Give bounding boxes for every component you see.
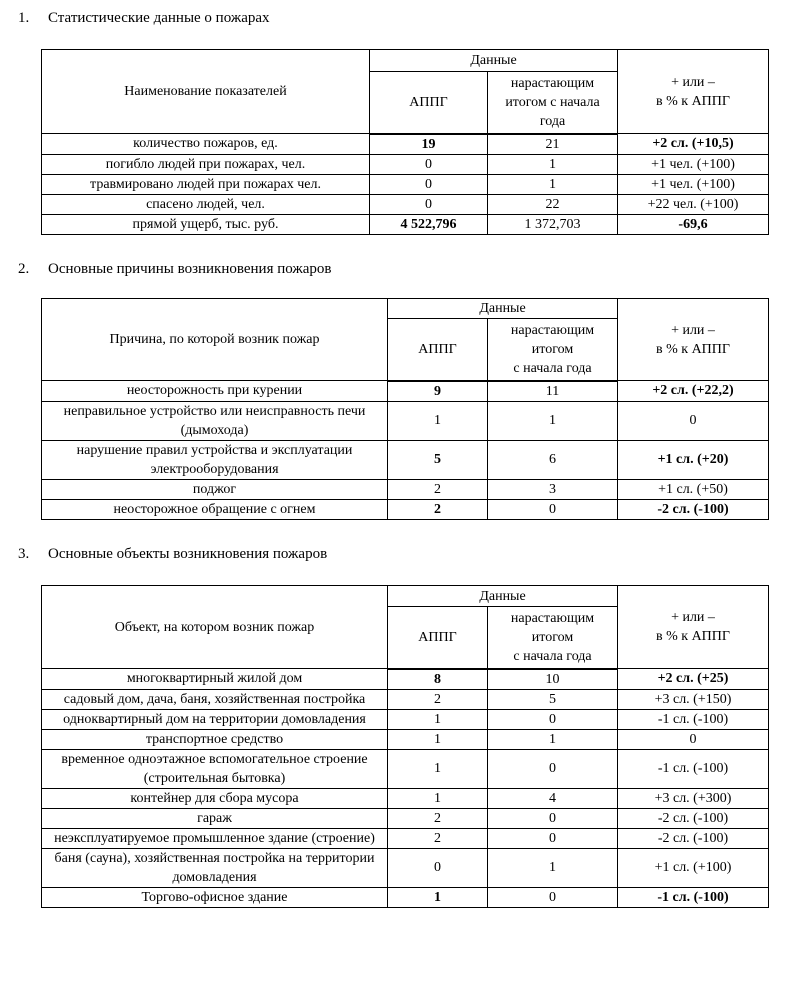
table-row	[42, 709, 769, 729]
row-change-cell: -2 сл. (-100)	[618, 828, 769, 848]
table-row	[42, 729, 769, 749]
row-appg-cell: 1	[388, 729, 488, 749]
row-cumulative-cell: 0	[488, 749, 618, 788]
row-appg-cell: 1	[388, 709, 488, 729]
table-row	[42, 808, 769, 828]
section-2-title	[18, 261, 331, 278]
row-name-cell: гараж	[42, 808, 388, 828]
row-cumulative-cell: 0	[488, 887, 618, 907]
table-row	[42, 440, 769, 479]
row-cumulative-cell: 21	[488, 134, 618, 155]
row-appg-cell: 2	[388, 689, 488, 709]
row-appg-cell: 2	[388, 808, 488, 828]
header-name-column: Наименование показателей	[42, 50, 370, 134]
row-change-cell: +1 чел. (+100)	[618, 174, 769, 194]
row-change-cell: +3 сл. (+300)	[618, 788, 769, 808]
table-row	[42, 788, 769, 808]
header-appg-column: АППГ	[388, 319, 488, 381]
row-cumulative-cell: 1	[488, 729, 618, 749]
row-change-cell: +2 сл. (+25)	[618, 669, 769, 690]
row-name-cell: транспортное средство	[42, 729, 388, 749]
row-name-cell: прямой ущерб, тыс. руб.	[42, 214, 370, 234]
row-cumulative-cell: 0	[488, 709, 618, 729]
header-data-group: Данные	[388, 299, 618, 319]
row-appg-cell: 1	[388, 887, 488, 907]
row-cumulative-cell: 0	[488, 828, 618, 848]
table-row	[42, 887, 769, 907]
row-name-cell: спасено людей, чел.	[42, 194, 370, 214]
row-name-cell: нарушение правил устройства и эксплуатации электрооборудования	[42, 440, 388, 479]
row-appg-cell: 8	[388, 669, 488, 690]
row-change-cell: -2 сл. (-100)	[618, 808, 769, 828]
header-cumulative-column: нарастающим итогом с начала года	[488, 319, 618, 381]
row-name-cell: неосторожность при курении	[42, 381, 388, 402]
table-row	[42, 689, 769, 709]
header-name-column: Причина, по которой возник пожар	[42, 299, 388, 381]
row-cumulative-cell: 5	[488, 689, 618, 709]
row-cumulative-cell: 1 372,703	[488, 214, 618, 234]
row-cumulative-cell: 6	[488, 440, 618, 479]
row-change-cell: -1 сл. (-100)	[618, 749, 769, 788]
row-name-cell: неэксплуатируемое промышленное здание (строение)	[42, 828, 388, 848]
row-name-cell: баня (сауна), хозяйственная постройка на территории домовладения	[42, 848, 388, 887]
table-row	[42, 499, 769, 519]
row-cumulative-cell: 4	[488, 788, 618, 808]
table-row	[42, 828, 769, 848]
section-number: 2.	[18, 261, 30, 277]
section-title-text: Основные объекты возникновения пожаров	[48, 546, 328, 562]
row-change-cell: -1 сл. (-100)	[618, 887, 769, 907]
row-cumulative-cell: 1	[488, 154, 618, 174]
table-row	[42, 381, 769, 402]
row-change-cell: -69,6	[618, 214, 769, 234]
row-cumulative-cell: 10	[488, 669, 618, 690]
row-name-cell: поджог	[42, 479, 388, 499]
header-appg-column: АППГ	[370, 72, 488, 134]
table-row	[42, 214, 769, 234]
row-change-cell: +1 сл. (+100)	[618, 848, 769, 887]
row-name-cell: погибло людей при пожарах, чел.	[42, 154, 370, 174]
row-appg-cell: 2	[388, 828, 488, 848]
header-cumulative-column: нарастающим итогом с начала года	[488, 72, 618, 134]
row-name-cell: травмировано людей при пожарах чел.	[42, 174, 370, 194]
row-change-cell: +1 сл. (+50)	[618, 479, 769, 499]
table-row	[42, 134, 769, 155]
section-1-title	[18, 10, 270, 27]
row-appg-cell: 1	[388, 749, 488, 788]
section-3-title	[18, 546, 327, 563]
row-cumulative-cell: 1	[488, 174, 618, 194]
row-change-cell: -2 сл. (-100)	[618, 499, 769, 519]
table-row	[42, 154, 769, 174]
header-change-column: + или – в % к АППГ	[618, 50, 769, 134]
row-appg-cell: 5	[388, 440, 488, 479]
row-cumulative-cell: 1	[488, 848, 618, 887]
section-title-text: Статистические данные о пожарах	[48, 10, 270, 26]
table-row	[42, 669, 769, 690]
row-cumulative-cell: 11	[488, 381, 618, 402]
row-name-cell: одноквартирный дом на территории домовладения	[42, 709, 388, 729]
fire-objects-table	[41, 585, 769, 908]
row-appg-cell: 0	[370, 154, 488, 174]
row-name-cell: садовый дом, дача, баня, хозяйственная постройка	[42, 689, 388, 709]
row-appg-cell: 1	[388, 788, 488, 808]
row-cumulative-cell: 1	[488, 401, 618, 440]
row-change-cell: 0	[618, 729, 769, 749]
row-change-cell: +1 сл. (+20)	[618, 440, 769, 479]
row-appg-cell: 1	[388, 401, 488, 440]
header-cumulative-column: нарастающим итогом с начала года	[488, 607, 618, 669]
row-name-cell: количество пожаров, ед.	[42, 134, 370, 155]
header-data-group: Данные	[388, 586, 618, 607]
section-number: 3.	[18, 546, 30, 562]
row-appg-cell: 0	[388, 848, 488, 887]
row-name-cell: Торгово-офисное здание	[42, 887, 388, 907]
row-cumulative-cell: 3	[488, 479, 618, 499]
fire-causes-table	[41, 298, 769, 520]
row-name-cell: неосторожное обращение с огнем	[42, 499, 388, 519]
table-row	[42, 194, 769, 214]
row-cumulative-cell: 0	[488, 808, 618, 828]
row-cumulative-cell: 22	[488, 194, 618, 214]
row-change-cell: +1 чел. (+100)	[618, 154, 769, 174]
header-change-column: + или – в % к АППГ	[618, 299, 769, 381]
row-name-cell: контейнер для сбора мусора	[42, 788, 388, 808]
header-data-group: Данные	[370, 50, 618, 72]
row-appg-cell: 2	[388, 479, 488, 499]
row-change-cell: -1 сл. (-100)	[618, 709, 769, 729]
table-row	[42, 848, 769, 887]
table-row	[42, 174, 769, 194]
header-appg-column: АППГ	[388, 607, 488, 669]
header-change-column: + или – в % к АППГ	[618, 586, 769, 669]
table-row	[42, 401, 769, 440]
row-name-cell: многоквартирный жилой дом	[42, 669, 388, 690]
row-change-cell: +3 сл. (+150)	[618, 689, 769, 709]
fire-statistics-table	[41, 49, 769, 235]
section-title-text: Основные причины возникновения пожаров	[48, 261, 332, 277]
row-appg-cell: 0	[370, 194, 488, 214]
header-name-column: Объект, на котором возник пожар	[42, 586, 388, 669]
row-change-cell: +2 сл. (+10,5)	[618, 134, 769, 155]
row-name-cell: неправильное устройство или неисправность печи (дымохода)	[42, 401, 388, 440]
table-row	[42, 479, 769, 499]
section-number: 1.	[18, 10, 30, 26]
row-appg-cell: 9	[388, 381, 488, 402]
row-change-cell: +22 чел. (+100)	[618, 194, 769, 214]
row-cumulative-cell: 0	[488, 499, 618, 519]
row-appg-cell: 4 522,796	[370, 214, 488, 234]
row-change-cell: +2 сл. (+22,2)	[618, 381, 769, 402]
row-name-cell: временное одноэтажное вспомогательное строение (строительная бытовка)	[42, 749, 388, 788]
row-appg-cell: 2	[388, 499, 488, 519]
row-appg-cell: 19	[370, 134, 488, 155]
row-change-cell: 0	[618, 401, 769, 440]
table-row	[42, 749, 769, 788]
row-appg-cell: 0	[370, 174, 488, 194]
